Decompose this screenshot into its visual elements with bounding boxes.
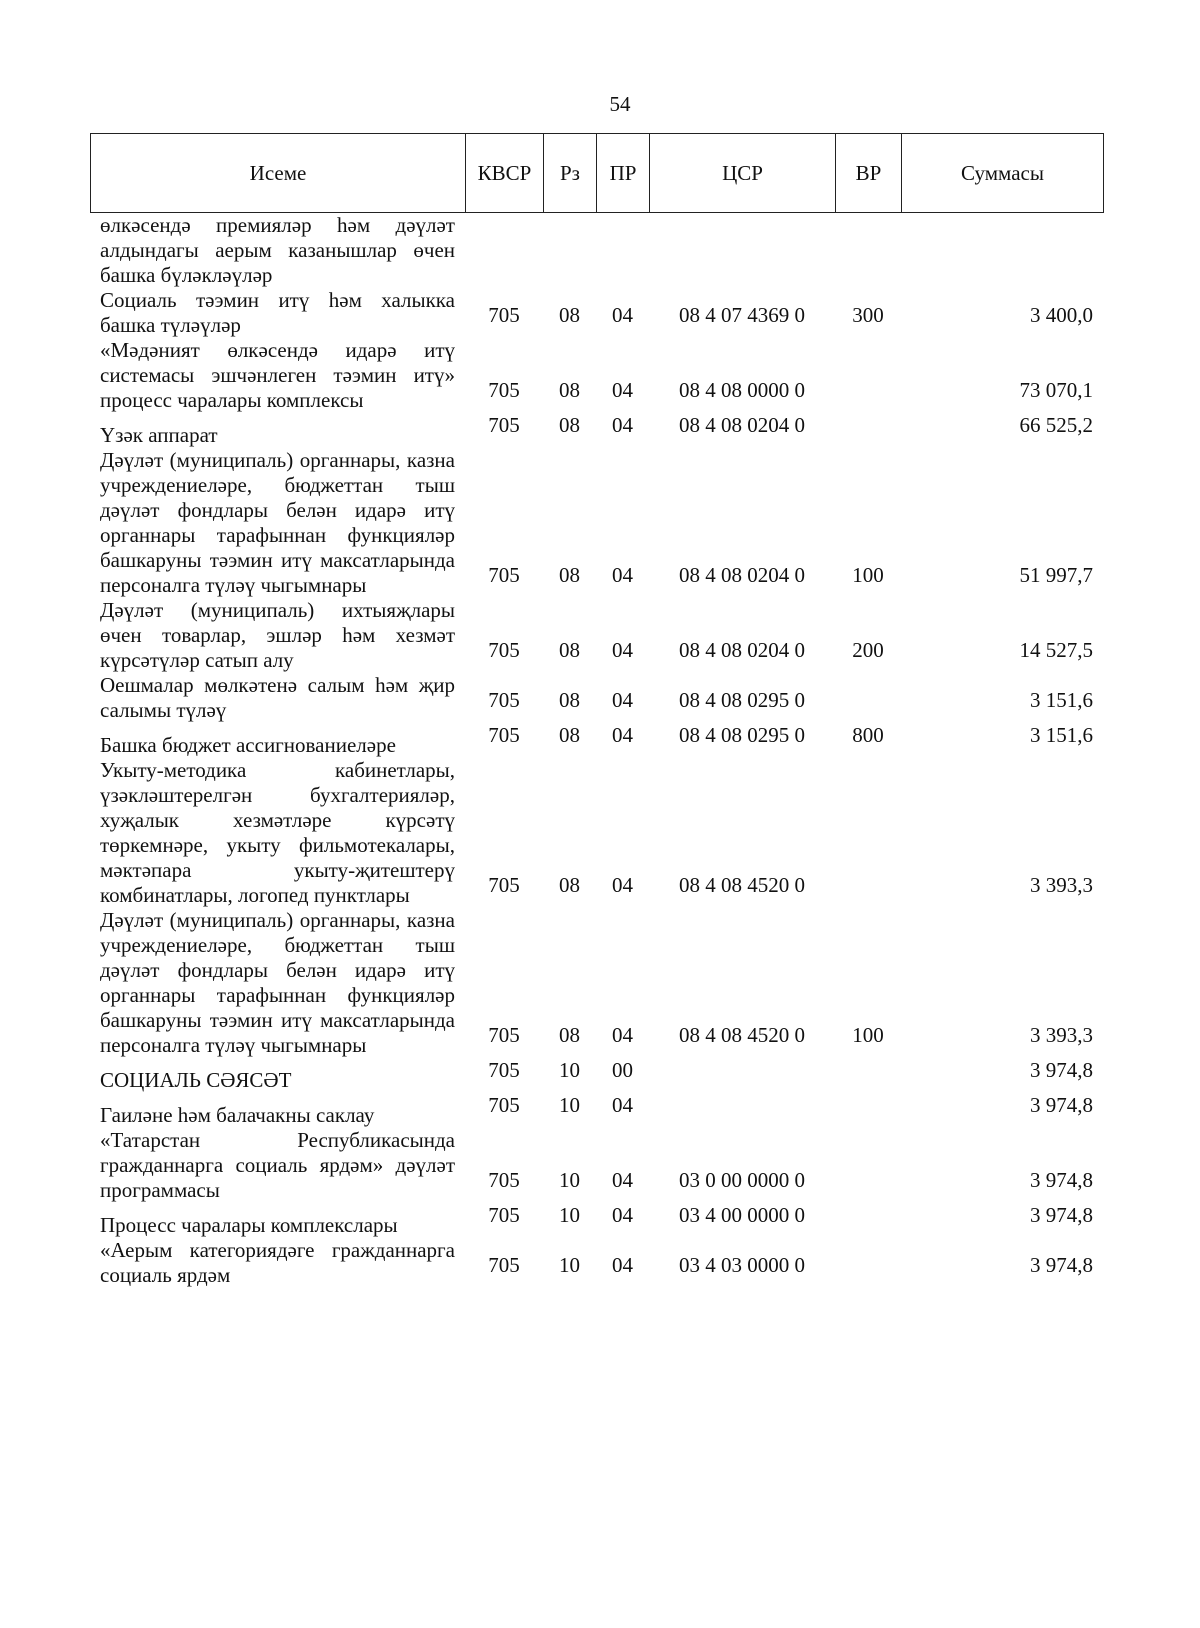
cell-vr [835, 338, 901, 413]
cell-rz: 10 [559, 1168, 580, 1192]
cell-pr: 04 [612, 688, 633, 712]
cell-rz: 08 [559, 688, 580, 712]
cell-rz: 10 [559, 1253, 580, 1277]
cell-name: Дәүләт (муниципаль) ихтыяҗлары өчен товарлар, эшләр һәм хезмәт күрсәтүләр сатып алу [100, 598, 455, 672]
cell-sum: 3 974,8 [1030, 1168, 1093, 1192]
cell-kvsr: 705 [488, 563, 520, 587]
cell-csr: 03 4 00 0000 0 [679, 1203, 805, 1227]
cell-name: «Татарстан Республикасында гражданнарга социаль ярдәм» дәүләт программасы [100, 1128, 455, 1202]
cell-kvsr: 705 [488, 1093, 520, 1117]
cell-vr [835, 758, 901, 908]
header-name: Исеме [91, 134, 466, 213]
cell-vr [835, 213, 901, 288]
header-rz: Рз [544, 134, 597, 213]
cell-kvsr: 705 [488, 303, 520, 327]
table-row [90, 1238, 1103, 1288]
cell-name: Укыту-методика кабинетлары, үзәкләштерелгән бухгалтерияләр, хуҗалык хезмәтләре күрсәтү төркемнәре, укыту фильмотекалары, мәктәпара укыту-җитештерү комбинатлары, логопед пунктлары [100, 758, 455, 907]
cell-pr [596, 213, 649, 288]
cell-name: Оешмалар мөлкәтенә салым һәм җир салымы түләү [100, 673, 455, 722]
table-row [90, 1203, 1103, 1238]
cell-name: Башка бюджет ассигнованиеләре [100, 733, 396, 757]
table-row [90, 1058, 1103, 1093]
cell-rz: 10 [559, 1093, 580, 1117]
cell-rz: 08 [559, 413, 580, 437]
table-row [90, 288, 1103, 338]
cell-pr: 04 [612, 1168, 633, 1192]
cell-sum: 3 974,8 [1030, 1058, 1093, 1082]
table-row [90, 908, 1103, 1058]
cell-kvsr: 705 [488, 1203, 520, 1227]
cell-sum: 3 400,0 [1030, 303, 1093, 327]
table-row [90, 723, 1103, 758]
cell-pr: 04 [612, 378, 633, 402]
cell-csr: 08 4 07 4369 0 [679, 303, 805, 327]
table-row [90, 598, 1103, 673]
cell-kvsr: 705 [488, 1058, 520, 1082]
cell-sum [901, 213, 1103, 288]
cell-csr: 08 4 08 0204 0 [679, 413, 805, 437]
cell-kvsr: 705 [488, 1168, 520, 1192]
table-row [90, 448, 1103, 598]
cell-vr [835, 673, 901, 723]
cell-csr: 08 4 08 0204 0 [679, 638, 805, 662]
cell-csr: 08 4 08 4520 0 [679, 873, 805, 897]
cell-kvsr: 705 [488, 688, 520, 712]
cell-vr [835, 1093, 901, 1128]
cell-csr: 08 4 08 0295 0 [679, 688, 805, 712]
header-sum: Суммасы [902, 134, 1104, 213]
cell-rz: 08 [559, 1023, 580, 1047]
cell-name: Социаль тәэмин итү һәм халыкка башка түләүләр [100, 288, 455, 337]
cell-vr [835, 1058, 901, 1093]
cell-sum: 3 974,8 [1030, 1093, 1093, 1117]
header-csr: ЦСР [650, 134, 836, 213]
cell-kvsr: 705 [488, 873, 520, 897]
cell-name: «Аерым категориядәге гражданнарга социаль ярдәм [100, 1238, 455, 1287]
cell-kvsr: 705 [488, 1253, 520, 1277]
cell-vr [835, 1128, 901, 1203]
cell-csr [649, 213, 835, 288]
cell-pr: 04 [612, 723, 633, 747]
cell-vr: 200 [852, 638, 884, 662]
cell-kvsr: 705 [488, 638, 520, 662]
table-row [90, 338, 1103, 413]
cell-rz: 08 [559, 638, 580, 662]
cell-rz: 08 [559, 723, 580, 747]
cell-sum: 3 974,8 [1030, 1253, 1093, 1277]
table-row [90, 1093, 1103, 1128]
budget-table [90, 213, 1103, 1288]
header-vr: ВР [836, 134, 902, 213]
header-kvsr: КВСР [466, 134, 544, 213]
cell-sum: 3 151,6 [1030, 688, 1093, 712]
cell-csr: 08 4 08 0295 0 [679, 723, 805, 747]
cell-name: Процесс чаралары комплекслары [100, 1213, 398, 1237]
cell-csr [649, 1093, 835, 1128]
cell-pr: 04 [612, 638, 633, 662]
cell-vr: 100 [852, 1023, 884, 1047]
cell-kvsr [465, 213, 543, 288]
cell-pr: 04 [612, 1203, 633, 1227]
cell-name: өлкәсендә премияләр һәм дәүләт алдындагы аерым казанышлар өчен башка бүләкләүләр [100, 213, 455, 287]
cell-csr: 03 0 00 0000 0 [679, 1168, 805, 1192]
cell-vr: 100 [852, 563, 884, 587]
cell-rz: 08 [559, 378, 580, 402]
cell-kvsr: 705 [488, 723, 520, 747]
cell-rz: 08 [559, 303, 580, 327]
cell-sum: 3 974,8 [1030, 1203, 1093, 1227]
cell-kvsr: 705 [488, 378, 520, 402]
cell-rz: 10 [559, 1203, 580, 1227]
page-number: 54 [609, 92, 631, 116]
table-row [90, 758, 1103, 908]
cell-name: «Мәдәният өлкәсендә идарә итү системасы эшчәнлеген тәэмин итү» процесс чаралары комплексы [100, 338, 455, 412]
cell-vr [835, 1203, 901, 1238]
cell-rz [543, 213, 596, 288]
cell-kvsr: 705 [488, 413, 520, 437]
cell-csr [649, 1058, 835, 1093]
table-row [90, 673, 1103, 723]
cell-name: Дәүләт (муниципаль) органнары, казна учреждениеләре, бюджеттан тыш дәүләт фондлары белән идарә итү органнары тарафыннан функцияләр башкаруны тәэмин итү максатларында персоналга түләү чыгымнары [100, 908, 455, 1057]
cell-name: СОЦИАЛЬ СӘЯСӘТ [100, 1068, 292, 1092]
cell-vr [835, 413, 901, 448]
table-row [90, 413, 1103, 448]
cell-pr: 04 [612, 303, 633, 327]
cell-rz: 08 [559, 873, 580, 897]
cell-sum: 3 393,3 [1030, 873, 1093, 897]
table-row [90, 213, 1103, 288]
cell-sum: 14 527,5 [1019, 638, 1093, 662]
cell-rz: 08 [559, 563, 580, 587]
cell-pr: 04 [612, 1023, 633, 1047]
cell-pr: 00 [612, 1058, 633, 1082]
cell-pr: 04 [612, 873, 633, 897]
cell-vr [835, 1238, 901, 1288]
table-row [90, 1128, 1103, 1203]
cell-pr: 04 [612, 563, 633, 587]
cell-name: Гаиләне һәм балачакны саклау [100, 1103, 375, 1127]
header-pr: ПР [597, 134, 650, 213]
cell-csr: 03 4 03 0000 0 [679, 1253, 805, 1277]
cell-name: Дәүләт (муниципаль) органнары, казна учреждениеләре, бюджеттан тыш дәүләт фондлары белән идарә итү органнары тарафыннан функцияләр башкаруны тәэмин итү максатларында персоналга түләү чыгымнары [100, 448, 455, 597]
cell-csr: 08 4 08 0000 0 [679, 378, 805, 402]
cell-kvsr: 705 [488, 1023, 520, 1047]
cell-pr: 04 [612, 1253, 633, 1277]
cell-vr: 300 [852, 303, 884, 327]
cell-pr: 04 [612, 1093, 633, 1117]
cell-vr: 800 [852, 723, 884, 747]
cell-sum: 73 070,1 [1019, 378, 1093, 402]
table-header [90, 133, 1104, 213]
cell-name: Үзәк аппарат [100, 423, 218, 447]
cell-csr: 08 4 08 4520 0 [679, 1023, 805, 1047]
cell-csr: 08 4 08 0204 0 [679, 563, 805, 587]
cell-rz: 10 [559, 1058, 580, 1082]
cell-pr: 04 [612, 413, 633, 437]
cell-sum: 3 393,3 [1030, 1023, 1093, 1047]
cell-sum: 3 151,6 [1030, 723, 1093, 747]
cell-sum: 51 997,7 [1019, 563, 1093, 587]
cell-sum: 66 525,2 [1019, 413, 1093, 437]
